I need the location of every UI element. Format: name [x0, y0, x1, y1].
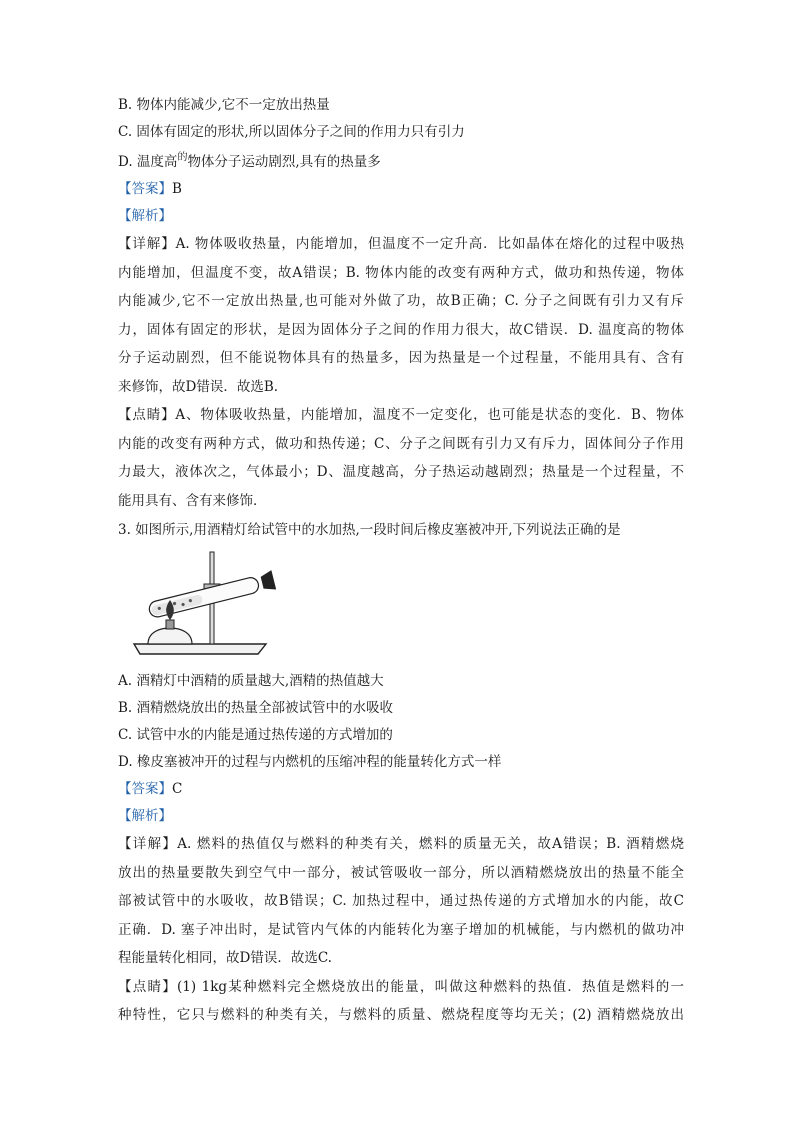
q2-answer — [118, 176, 684, 203]
q3-detail-line: 部被试管中的水吸收，故B错误；C. 加热过程中，通过热传递的方式增加水的内能，故C — [118, 893, 684, 909]
q3-option-c: C. 试管中水的内能是通过热传递的方式增加的 — [118, 727, 393, 743]
q3-detail-line: 程能量转化相同，故D错误．故选C. — [118, 950, 332, 966]
q3-option-a: A. 酒精灯中酒精的质量越大,酒精的热值越大 — [118, 673, 384, 689]
q3-stem: 3. 如图所示,用酒精灯给试管中的水加热,一段时间后橡皮塞被冲开,下列说法正确的是 — [118, 522, 621, 538]
q2-option-d-post: 物体分子运动剧烈,具有的热量多 — [187, 154, 381, 170]
detail-tag: 【详解】 — [118, 836, 178, 852]
q3-detail-line: 正确．D. 塞子冲出时，是试管内气体的内能转化为塞子增加的机械能，与内燃机的做功冲 — [118, 921, 684, 938]
q3-detail — [118, 830, 684, 973]
q2-option-d — [118, 149, 684, 176]
rubber-stopper — [260, 570, 276, 592]
q2-option-c: C. 固体有固定的形状,所以固体分子之间的作用力只有引力 — [118, 124, 465, 140]
q3-option-b: B. 酒精燃烧放出的热量全部被试管中的水吸收 — [118, 700, 394, 716]
stand-base — [134, 644, 266, 654]
answer-tag: 【答案】 — [118, 181, 172, 197]
q2-comment-line: 力最大，液体次之，气体最小；D、温度越高，分子热运动越剧烈；热量是一个过程量，不 — [118, 464, 684, 480]
q2-comment-line: 能用具有、含有来修饰． — [118, 492, 267, 509]
apparatus-figure — [126, 548, 276, 658]
q2-option-b: B. 物体内能减少,它不一定放出热量 — [118, 97, 330, 113]
q2-detail-line: 【详解】A. 物体吸收热量，内能增加，但温度不一定升高．比如晶体在熔化的过程中吸热 — [118, 236, 684, 252]
q3-option-d: D. 橡皮塞被冲开的过程与内燃机的压缩冲程的能量转化方式一样 — [118, 754, 502, 770]
q3-detail-line: 放出的热量要散失到空气中一部分，被试管吸收一部分，所以酒精燃烧放出的热量不能全 — [118, 864, 684, 881]
q2-detail-line: 分子运动剧烈，但不能说物体具有的热量多，因为热量是一个过程量，不能用具有、含有 — [118, 350, 684, 366]
q2-option-d-pre: D. 温度高 — [118, 154, 178, 170]
q2-option-d-sup: 的 — [177, 152, 188, 163]
q2-analysis — [118, 203, 684, 230]
answer-tag: 【答案】 — [118, 781, 172, 797]
q3-comment-line: 种特性，它只与燃料的种类有关，与燃料的质量、燃烧程度等均无关；(2) 酒精燃烧放出 — [118, 1007, 684, 1023]
analysis-tag: 【解析】 — [118, 208, 172, 224]
q3-comment-line: 【点睛】(1) 1kg某种燃料完全燃烧放出的能量，叫做这种燃料的热值．热值是燃料的一 — [118, 978, 685, 995]
alcohol-lamp — [148, 628, 192, 644]
q3-comment — [118, 973, 684, 1030]
q3-answer — [118, 776, 684, 803]
q2-comment-line: 【点睛】A、物体吸收热量，内能增加，温度不一定变化，也可能是状态的变化．B、物体 — [118, 407, 685, 423]
detail-tag: 【详解】 — [118, 236, 176, 252]
q2-detail — [118, 230, 684, 401]
q2-detail-line: 内能增加，但温度不变，故A错误；B. 物体内能的改变有两种方式，做功和热传递，物体 — [118, 264, 684, 281]
q2-detail-line: 来修饰，故D错误．故选B. — [118, 378, 279, 395]
q3-detail-line: 【详解】A. 燃料的热值仅与燃料的种类有关，燃料的质量无关，故A错误；B. 酒精燃烧 — [118, 836, 684, 852]
answer-value: B — [172, 181, 182, 197]
q2-detail-line: 内能减少,它不一定放出热量,也可能对外做了功，故B正确；C. 分子之间既有引力又有斥 — [118, 293, 684, 309]
answer-value: C — [172, 781, 183, 797]
q2-comment — [118, 401, 684, 515]
document-page — [118, 92, 684, 1030]
analysis-tag: 【解析】 — [118, 808, 172, 824]
q2-comment-line: 内能的改变有两种方式，做功和热传递；C、分子之间既有引力又有斥力，固体间分子作用 — [118, 435, 684, 452]
q2-detail-line: 力，固体有固定的形状，是因为固体分子之间的作用力很大，故C错误．D. 温度高的物体 — [118, 321, 684, 338]
comment-tag: 【点睛】 — [118, 978, 177, 995]
q3-analysis — [118, 803, 684, 830]
comment-tag: 【点睛】 — [118, 407, 176, 423]
